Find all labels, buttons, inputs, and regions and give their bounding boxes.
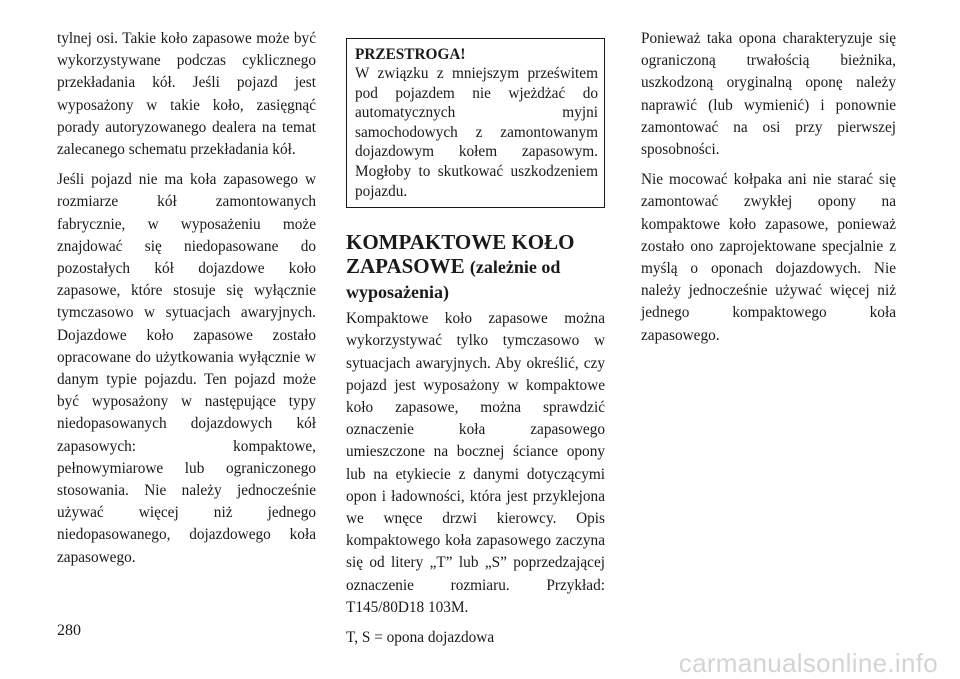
paragraph: Jeśli pojazd nie ma koła zapasowego w rozmiarze kół zamontowanych fabrycznie, w wyposażeniu może znajdować się niedopasowane do pozostałych kół dojazdowe koło zapasowe, które stosuje się wyłącznie tymczasowo w sytuacjach awaryjnych. Dojazdowe koło zapasowe zostało opracowane do użytkowania wyłącznie w danym typie pojazdu. Ten pojazd może być wyposażony w następujące typy niedopasowanych dojazdowych kół zapasowych: kompaktowe, pełnowymiarowe lub ograniczonego stosowania. Nie należy jednocześnie używać więcej niż jednego niedopasowanego, dojazdowego koła zapasowego. bbox=[57, 171, 316, 566]
paragraph: T, S = opona dojazdowa bbox=[346, 629, 495, 646]
section-title: KOMPAKTOWE KOŁO ZAPASOWE bbox=[346, 230, 575, 279]
caution-text: W związku z mniejszym prześwitem pod pojazdem nie wjeżdżać do automatycznych myjni samochodowych z zamontowanym dojazdowym kołem zapasowym. Mogłoby to skutkować uszkodzeniem pojazdu. bbox=[355, 65, 598, 200]
caution-title: PRZESTROGA! bbox=[355, 46, 466, 63]
left-column bbox=[57, 28, 316, 577]
section-subtitle: (zależnie od wyposażenia) bbox=[346, 257, 561, 303]
right-column bbox=[641, 28, 896, 355]
paragraph: Ponieważ taka opona charakteryzuje się ograniczoną trwałością bieżnika, uszkodzoną oryginalną oponę należy naprawić (lub wymienić) i ponownie zamontować na osi przy pierwszej sposobności. bbox=[641, 30, 896, 159]
paragraph: Nie mocować kołpaka ani nie starać się zamontować zwykłej opony na kompaktowe koło zapasowe, ponieważ zostało ono zaprojektowane specjalnie z myślą o oponach dojazdowych. Nie należy jednocześnie używać więcej niż jednego kompaktowego koła zapasowego. bbox=[641, 171, 896, 344]
paragraph: tylnej osi. Takie koło zapasowe może być wykorzystywane podczas cyklicznego przekładania kół. Jeśli pojazd jest wyposażony w takie koło, zasięgnąć porady autoryzowanego dealera na temat zalecanego schematu przekładania kół. bbox=[57, 30, 316, 159]
page-number: 280 bbox=[57, 622, 81, 639]
middle-column bbox=[346, 38, 605, 657]
section-heading bbox=[346, 230, 605, 304]
paragraph: Kompaktowe koło zapasowe można wykorzystywać tylko tymczasowo w sytuacjach awaryjnych. Aby określić, czy pojazd jest wyposażony w kompaktowe koło zapasowe, można sprawdzić oznaczenie koła zapasowego umieszczone na bocznej ściance opony lub na etykiecie z danymi dotyczącymi opon i ładowności, która jest przyklejona we wnęce drzwi kierowcy. Opis kompaktowego koła zapasowego zaczyna się od litery „T” lub „S” poprzedzającej oznaczenie rozmiaru. Przykład: T145/80D18 103M. bbox=[346, 310, 605, 616]
watermark: carmanualsonline.info bbox=[678, 648, 938, 678]
caution-box bbox=[346, 38, 605, 208]
